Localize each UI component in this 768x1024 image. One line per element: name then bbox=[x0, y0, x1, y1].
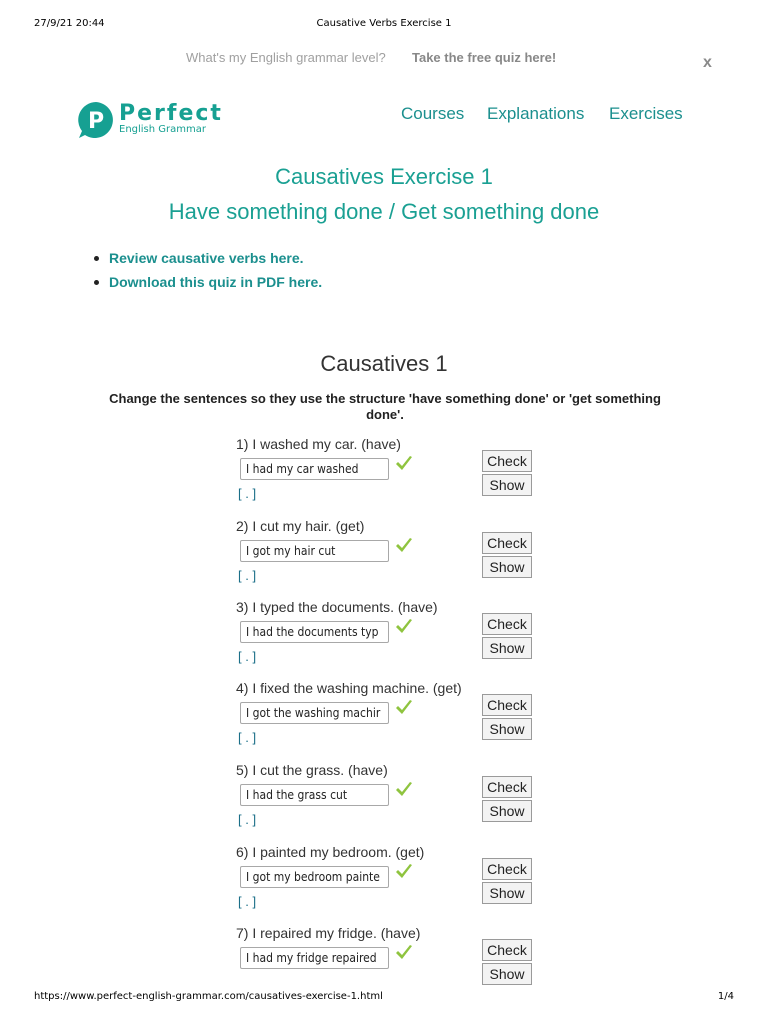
show-button[interactable]: Show bbox=[482, 882, 532, 904]
hint-link[interactable]: [ . ] bbox=[238, 730, 257, 745]
nav-explanations[interactable]: Explanations bbox=[487, 104, 585, 123]
show-button[interactable]: Show bbox=[482, 800, 532, 822]
show-button[interactable]: Show bbox=[482, 556, 532, 578]
promo-banner bbox=[0, 50, 768, 70]
checkmark-icon bbox=[394, 617, 414, 637]
check-button[interactable]: Check bbox=[482, 776, 532, 798]
print-datetime: 27/9/21 20:44 bbox=[34, 18, 105, 29]
quiz-question bbox=[236, 599, 536, 679]
answer-input[interactable]: I got the washing machir bbox=[240, 702, 389, 724]
show-button[interactable]: Show bbox=[482, 963, 532, 985]
logo-speech-bubble-icon bbox=[77, 101, 115, 139]
question-prompt: 1) I washed my car. (have) bbox=[236, 436, 401, 452]
show-button[interactable]: Show bbox=[482, 718, 532, 740]
hint-link[interactable]: [ . ] bbox=[238, 649, 257, 664]
print-footer bbox=[0, 991, 768, 1005]
question-prompt: 7) I repaired my fridge. (have) bbox=[236, 925, 421, 941]
page-subtitle: Have something done / Get something done bbox=[168, 199, 600, 224]
answer-input[interactable]: I got my bedroom painte bbox=[240, 866, 389, 888]
nav-courses[interactable]: Courses bbox=[401, 104, 465, 123]
answer-input[interactable]: I had my car washed bbox=[240, 458, 389, 480]
answer-input[interactable]: I had the documents typ bbox=[240, 621, 389, 643]
bullet-icon bbox=[94, 256, 99, 261]
download-pdf-link[interactable]: Download this quiz in PDF here. bbox=[109, 274, 323, 290]
print-doc-title: Causative Verbs Exercise 1 bbox=[316, 18, 452, 29]
svg-text:P: P bbox=[87, 109, 105, 134]
promo-question: What's my English grammar level? bbox=[186, 50, 386, 65]
hint-link[interactable]: [ . ] bbox=[238, 894, 257, 909]
check-button[interactable]: Check bbox=[482, 858, 532, 880]
hint-link[interactable]: [ . ] bbox=[238, 486, 257, 501]
check-button[interactable]: Check bbox=[482, 532, 532, 554]
question-prompt: 4) I fixed the washing machine. (get) bbox=[236, 680, 462, 696]
checkmark-icon bbox=[394, 862, 414, 882]
logo-subtitle: English Grammar bbox=[119, 124, 206, 135]
show-button[interactable]: Show bbox=[482, 474, 532, 496]
hint-link[interactable]: [ . ] bbox=[238, 568, 257, 583]
check-button[interactable]: Check bbox=[482, 939, 532, 961]
review-link[interactable]: Review causative verbs here. bbox=[109, 250, 304, 266]
print-page-number: 1/4 bbox=[717, 991, 734, 1002]
site-logo[interactable] bbox=[77, 101, 223, 143]
print-header bbox=[0, 18, 768, 32]
question-prompt: 6) I painted my bedroom. (get) bbox=[236, 844, 425, 860]
logo-word: Perfect bbox=[119, 101, 223, 126]
check-button[interactable]: Check bbox=[482, 450, 532, 472]
nav-exercises[interactable]: Exercises bbox=[609, 104, 683, 123]
quiz-title: Causatives 1 bbox=[320, 351, 448, 376]
quiz-question bbox=[236, 518, 536, 598]
bullet-icon bbox=[94, 280, 99, 285]
checkmark-icon bbox=[394, 780, 414, 800]
answer-input[interactable]: I had the grass cut bbox=[240, 784, 389, 806]
page-title: Causatives Exercise 1 bbox=[275, 164, 493, 189]
question-prompt: 5) I cut the grass. (have) bbox=[236, 762, 388, 778]
close-icon[interactable]: x bbox=[703, 54, 712, 71]
answer-input[interactable]: I had my fridge repaired bbox=[240, 947, 389, 969]
question-prompt: 3) I typed the documents. (have) bbox=[236, 599, 438, 615]
checkmark-icon bbox=[394, 698, 414, 718]
checkmark-icon bbox=[394, 536, 414, 556]
check-button[interactable]: Check bbox=[482, 613, 532, 635]
quiz-question bbox=[236, 436, 536, 516]
quiz-instructions: Change the sentences so they use the structure 'have something done' or 'get something done'. bbox=[109, 391, 661, 422]
answer-input[interactable]: I got my hair cut bbox=[240, 540, 389, 562]
question-prompt: 2) I cut my hair. (get) bbox=[236, 518, 365, 534]
print-url: https://www.perfect-english-grammar.com/causatives-exercise-1.html bbox=[34, 991, 383, 1002]
quiz-question bbox=[236, 844, 536, 924]
quiz-question bbox=[236, 762, 536, 842]
checkmark-icon bbox=[394, 454, 414, 474]
promo-quiz-link[interactable]: Take the free quiz here! bbox=[412, 50, 557, 65]
quiz-question bbox=[236, 680, 536, 760]
check-button[interactable]: Check bbox=[482, 694, 532, 716]
show-button[interactable]: Show bbox=[482, 637, 532, 659]
hint-link[interactable]: [ . ] bbox=[238, 812, 257, 827]
checkmark-icon bbox=[394, 943, 414, 963]
